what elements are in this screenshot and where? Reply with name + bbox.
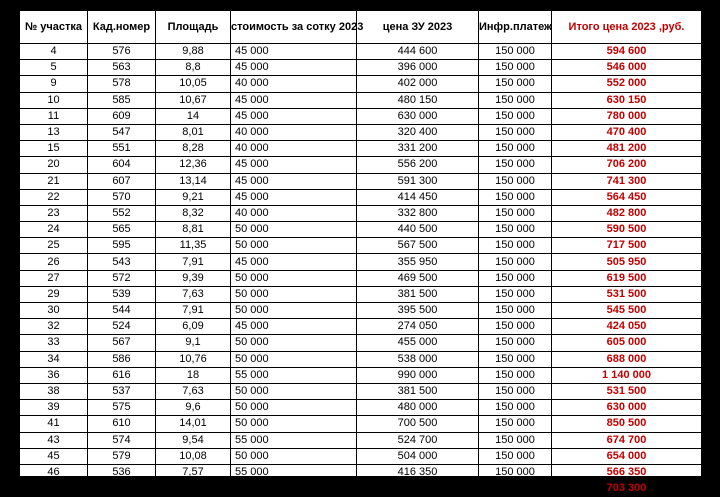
land-price-cell: 274 050 (357, 319, 479, 335)
cadastral-number-cell: 580 (88, 481, 156, 497)
cadastral-number-cell: 536 (88, 464, 156, 480)
area-cell: 7,91 (156, 303, 231, 319)
cadastral-number-cell: 567 (88, 335, 156, 351)
table-row (20, 254, 702, 270)
land-price-cell: 355 950 (357, 254, 479, 270)
table-row (20, 303, 702, 319)
area-cell: 7,57 (156, 464, 231, 480)
total-price-cell: 552 000 (552, 76, 702, 92)
cadastral-number-cell: 576 (88, 44, 156, 60)
table-row (20, 157, 702, 173)
cadastral-number-cell: 585 (88, 92, 156, 108)
total-price-cell: 531 500 (552, 286, 702, 302)
cadastral-number-cell: 547 (88, 124, 156, 140)
total-price-cell: 566 350 (552, 464, 702, 480)
price-per-sotka-cell: 55 000 (231, 481, 357, 497)
table-row (20, 270, 702, 286)
plot-number-cell: 13 (20, 124, 88, 140)
land-price-cell: 630 000 (357, 108, 479, 124)
infrastructure-payment-cell: 150 000 (479, 303, 552, 319)
land-price-cell: 553 300 (357, 481, 479, 497)
plot-number-cell: 11 (20, 108, 88, 124)
price-per-sotka-cell: 40 000 (231, 205, 357, 221)
plot-number-cell: 36 (20, 367, 88, 383)
area-cell: 9,1 (156, 335, 231, 351)
price-per-sotka-cell: 50 000 (231, 400, 357, 416)
infrastructure-payment-cell: 150 000 (479, 319, 552, 335)
total-price-cell: 590 500 (552, 222, 702, 238)
cadastral-number-cell: 616 (88, 367, 156, 383)
infrastructure-payment-cell: 150 000 (479, 141, 552, 157)
area-cell: 12,36 (156, 157, 231, 173)
cadastral-number-cell: 610 (88, 416, 156, 432)
price-per-sotka-cell: 50 000 (231, 335, 357, 351)
cadastral-number-cell: 543 (88, 254, 156, 270)
header-land-price: цена ЗУ 2023 (357, 11, 479, 44)
cadastral-number-cell: 551 (88, 141, 156, 157)
table-row (20, 60, 702, 76)
land-price-cell: 567 500 (357, 238, 479, 254)
plot-number-cell: 20 (20, 157, 88, 173)
total-price-cell: 424 050 (552, 319, 702, 335)
price-per-sotka-cell: 50 000 (231, 383, 357, 399)
price-per-sotka-cell: 45 000 (231, 44, 357, 60)
price-per-sotka-cell: 45 000 (231, 173, 357, 189)
area-cell: 7,63 (156, 286, 231, 302)
infrastructure-payment-cell: 150 000 (479, 92, 552, 108)
infrastructure-payment-cell: 150 000 (479, 44, 552, 60)
infrastructure-payment-cell: 150 000 (479, 189, 552, 205)
cadastral-number-cell: 604 (88, 157, 156, 173)
area-cell: 18 (156, 367, 231, 383)
area-cell: 11,35 (156, 238, 231, 254)
table-row (20, 448, 702, 464)
table-row (20, 141, 702, 157)
table-row (20, 383, 702, 399)
plot-number-cell: 34 (20, 351, 88, 367)
land-price-cell: 480 000 (357, 400, 479, 416)
total-price-cell: 605 000 (552, 335, 702, 351)
infrastructure-payment-cell: 150 000 (479, 383, 552, 399)
table-row (20, 238, 702, 254)
header-price-per-sotka: стоимость за сотку 2023 (231, 11, 357, 44)
price-per-sotka-cell: 45 000 (231, 108, 357, 124)
header-infrastructure-payment: Инфр.платеж (479, 11, 552, 44)
plot-number-cell: 4 (20, 44, 88, 60)
area-cell: 8,8 (156, 60, 231, 76)
price-per-sotka-cell: 45 000 (231, 319, 357, 335)
plot-number-cell: 21 (20, 173, 88, 189)
table-row (20, 481, 702, 497)
land-price-cell: 416 350 (357, 464, 479, 480)
plot-number-cell: 25 (20, 238, 88, 254)
land-price-cell: 414 450 (357, 189, 479, 205)
price-per-sotka-cell: 45 000 (231, 157, 357, 173)
area-cell: 10,06 (156, 481, 231, 497)
area-cell: 8,28 (156, 141, 231, 157)
land-price-cell: 320 400 (357, 124, 479, 140)
plot-number-cell: 23 (20, 205, 88, 221)
table-row (20, 124, 702, 140)
plot-number-cell: 30 (20, 303, 88, 319)
table-row (20, 189, 702, 205)
infrastructure-payment-cell: 150 000 (479, 60, 552, 76)
cadastral-number-cell: 537 (88, 383, 156, 399)
price-per-sotka-cell: 40 000 (231, 124, 357, 140)
infrastructure-payment-cell: 150 000 (479, 367, 552, 383)
plot-number-cell: 10 (20, 92, 88, 108)
cadastral-number-cell: 563 (88, 60, 156, 76)
area-cell: 9,54 (156, 432, 231, 448)
land-price-cell: 455 000 (357, 335, 479, 351)
land-price-cell: 331 200 (357, 141, 479, 157)
table-row (20, 432, 702, 448)
area-cell: 7,63 (156, 383, 231, 399)
total-price-cell: 741 300 (552, 173, 702, 189)
infrastructure-payment-cell: 150 000 (479, 205, 552, 221)
cadastral-number-cell: 579 (88, 448, 156, 464)
price-per-sotka-cell: 40 000 (231, 76, 357, 92)
land-price-cell: 538 000 (357, 351, 479, 367)
area-cell: 9,21 (156, 189, 231, 205)
table-row (20, 92, 702, 108)
infrastructure-payment-cell: 150 000 (479, 351, 552, 367)
land-price-cell: 381 500 (357, 383, 479, 399)
area-cell: 10,67 (156, 92, 231, 108)
area-cell: 9,6 (156, 400, 231, 416)
plot-number-cell: 33 (20, 335, 88, 351)
table-row (20, 286, 702, 302)
total-price-cell: 630 000 (552, 400, 702, 416)
table-row (20, 205, 702, 221)
area-cell: 10,76 (156, 351, 231, 367)
price-per-sotka-cell: 55 000 (231, 432, 357, 448)
area-cell: 13,14 (156, 173, 231, 189)
plot-number-cell: 22 (20, 189, 88, 205)
area-cell: 8,32 (156, 205, 231, 221)
land-price-cell: 469 500 (357, 270, 479, 286)
cadastral-number-cell: 572 (88, 270, 156, 286)
header-cadastral-number: Кад.номер (88, 11, 156, 44)
infrastructure-payment-cell: 150 000 (479, 400, 552, 416)
cadastral-number-cell: 565 (88, 222, 156, 238)
plot-number-cell: 26 (20, 254, 88, 270)
total-price-cell: 482 800 (552, 205, 702, 221)
price-per-sotka-cell: 50 000 (231, 416, 357, 432)
area-cell: 6,09 (156, 319, 231, 335)
land-price-cell: 444 600 (357, 44, 479, 60)
area-cell: 7,91 (156, 254, 231, 270)
plot-number-cell: 32 (20, 319, 88, 335)
price-per-sotka-cell: 50 000 (231, 238, 357, 254)
table-header-row (20, 11, 702, 44)
plot-number-cell: 41 (20, 416, 88, 432)
total-price-cell: 674 700 (552, 432, 702, 448)
infrastructure-payment-cell: 150 000 (479, 416, 552, 432)
plot-number-cell: 9 (20, 76, 88, 92)
price-per-sotka-cell: 50 000 (231, 448, 357, 464)
header-total-price: Итого цена 2023 ,руб. (552, 11, 702, 44)
total-price-cell: 688 000 (552, 351, 702, 367)
cadastral-number-cell: 574 (88, 432, 156, 448)
infrastructure-payment-cell: 150 000 (479, 173, 552, 189)
cadastral-number-cell: 539 (88, 286, 156, 302)
infrastructure-payment-cell: 150 000 (479, 464, 552, 480)
total-price-cell: 1 140 000 (552, 367, 702, 383)
price-table (19, 10, 702, 497)
header-area: Площадь (156, 11, 231, 44)
infrastructure-payment-cell: 150 000 (479, 254, 552, 270)
land-price-cell: 332 800 (357, 205, 479, 221)
total-price-cell: 619 500 (552, 270, 702, 286)
infrastructure-payment-cell: 150 000 (479, 270, 552, 286)
area-cell: 14,01 (156, 416, 231, 432)
land-price-cell: 480 150 (357, 92, 479, 108)
table-row (20, 108, 702, 124)
infrastructure-payment-cell: 150 000 (479, 238, 552, 254)
total-price-cell: 654 000 (552, 448, 702, 464)
plot-number-cell: 27 (20, 270, 88, 286)
total-price-cell: 594 600 (552, 44, 702, 60)
infrastructure-payment-cell: 150 000 (479, 286, 552, 302)
total-price-cell: 481 200 (552, 141, 702, 157)
cadastral-number-cell: 575 (88, 400, 156, 416)
plot-number-cell: 46 (20, 464, 88, 480)
table-row (20, 464, 702, 480)
land-price-cell: 402 000 (357, 76, 479, 92)
infrastructure-payment-cell: 150 000 (479, 76, 552, 92)
total-price-cell: 703 300 (552, 481, 702, 497)
table-row (20, 400, 702, 416)
cadastral-number-cell: 544 (88, 303, 156, 319)
plot-number-cell: 24 (20, 222, 88, 238)
price-per-sotka-cell: 50 000 (231, 351, 357, 367)
land-price-cell: 504 000 (357, 448, 479, 464)
cadastral-number-cell: 595 (88, 238, 156, 254)
infrastructure-payment-cell: 150 000 (479, 448, 552, 464)
infrastructure-payment-cell: 150 000 (479, 481, 552, 497)
table-row (20, 173, 702, 189)
total-price-cell: 545 500 (552, 303, 702, 319)
price-per-sotka-cell: 50 000 (231, 270, 357, 286)
area-cell: 9,88 (156, 44, 231, 60)
price-per-sotka-cell: 55 000 (231, 464, 357, 480)
area-cell: 8,01 (156, 124, 231, 140)
total-price-cell: 531 500 (552, 383, 702, 399)
land-price-cell: 381 500 (357, 286, 479, 302)
total-price-cell: 564 450 (552, 189, 702, 205)
header-plot-number: № участка (20, 11, 88, 44)
table-row (20, 76, 702, 92)
price-per-sotka-cell: 50 000 (231, 286, 357, 302)
price-per-sotka-cell: 40 000 (231, 141, 357, 157)
total-price-cell: 706 200 (552, 157, 702, 173)
plot-number-cell: 29 (20, 286, 88, 302)
plot-number-cell: 38 (20, 383, 88, 399)
area-cell: 14 (156, 108, 231, 124)
price-per-sotka-cell: 45 000 (231, 92, 357, 108)
area-cell: 9,39 (156, 270, 231, 286)
price-per-sotka-cell: 50 000 (231, 222, 357, 238)
cadastral-number-cell: 524 (88, 319, 156, 335)
table-row (20, 222, 702, 238)
cadastral-number-cell: 578 (88, 76, 156, 92)
price-per-sotka-cell: 45 000 (231, 189, 357, 205)
cadastral-number-cell: 607 (88, 173, 156, 189)
total-price-cell: 717 500 (552, 238, 702, 254)
price-per-sotka-cell: 50 000 (231, 303, 357, 319)
land-price-cell: 591 300 (357, 173, 479, 189)
total-price-cell: 546 000 (552, 60, 702, 76)
infrastructure-payment-cell: 150 000 (479, 108, 552, 124)
plot-number-cell: 45 (20, 448, 88, 464)
table-row (20, 44, 702, 60)
infrastructure-payment-cell: 150 000 (479, 335, 552, 351)
price-per-sotka-cell: 45 000 (231, 60, 357, 76)
cadastral-number-cell: 570 (88, 189, 156, 205)
table-row (20, 416, 702, 432)
land-price-cell: 524 700 (357, 432, 479, 448)
plot-number-cell: 5 (20, 60, 88, 76)
plot-number-cell: 15 (20, 141, 88, 157)
land-price-cell: 396 000 (357, 60, 479, 76)
infrastructure-payment-cell: 150 000 (479, 157, 552, 173)
price-per-sotka-cell: 55 000 (231, 367, 357, 383)
land-price-cell: 990 000 (357, 367, 479, 383)
total-price-cell: 780 000 (552, 108, 702, 124)
plot-number-cell: 39 (20, 400, 88, 416)
land-price-cell: 440 500 (357, 222, 479, 238)
total-price-cell: 630 150 (552, 92, 702, 108)
land-price-cell: 556 200 (357, 157, 479, 173)
table-row (20, 335, 702, 351)
infrastructure-payment-cell: 150 000 (479, 432, 552, 448)
total-price-cell: 850 500 (552, 416, 702, 432)
price-sheet (19, 10, 701, 495)
total-price-cell: 470 400 (552, 124, 702, 140)
infrastructure-payment-cell: 150 000 (479, 222, 552, 238)
table-row (20, 351, 702, 367)
land-price-cell: 700 500 (357, 416, 479, 432)
table-body (20, 44, 702, 497)
infrastructure-payment-cell: 150 000 (479, 124, 552, 140)
plot-number-cell: 43 (20, 432, 88, 448)
area-cell: 10,08 (156, 448, 231, 464)
plot-number-cell: 49 (20, 481, 88, 497)
cadastral-number-cell: 586 (88, 351, 156, 367)
area-cell: 10,05 (156, 76, 231, 92)
cadastral-number-cell: 552 (88, 205, 156, 221)
price-per-sotka-cell: 45 000 (231, 254, 357, 270)
land-price-cell: 395 500 (357, 303, 479, 319)
area-cell: 8,81 (156, 222, 231, 238)
total-price-cell: 505 950 (552, 254, 702, 270)
table-row (20, 367, 702, 383)
table-row (20, 319, 702, 335)
cadastral-number-cell: 609 (88, 108, 156, 124)
